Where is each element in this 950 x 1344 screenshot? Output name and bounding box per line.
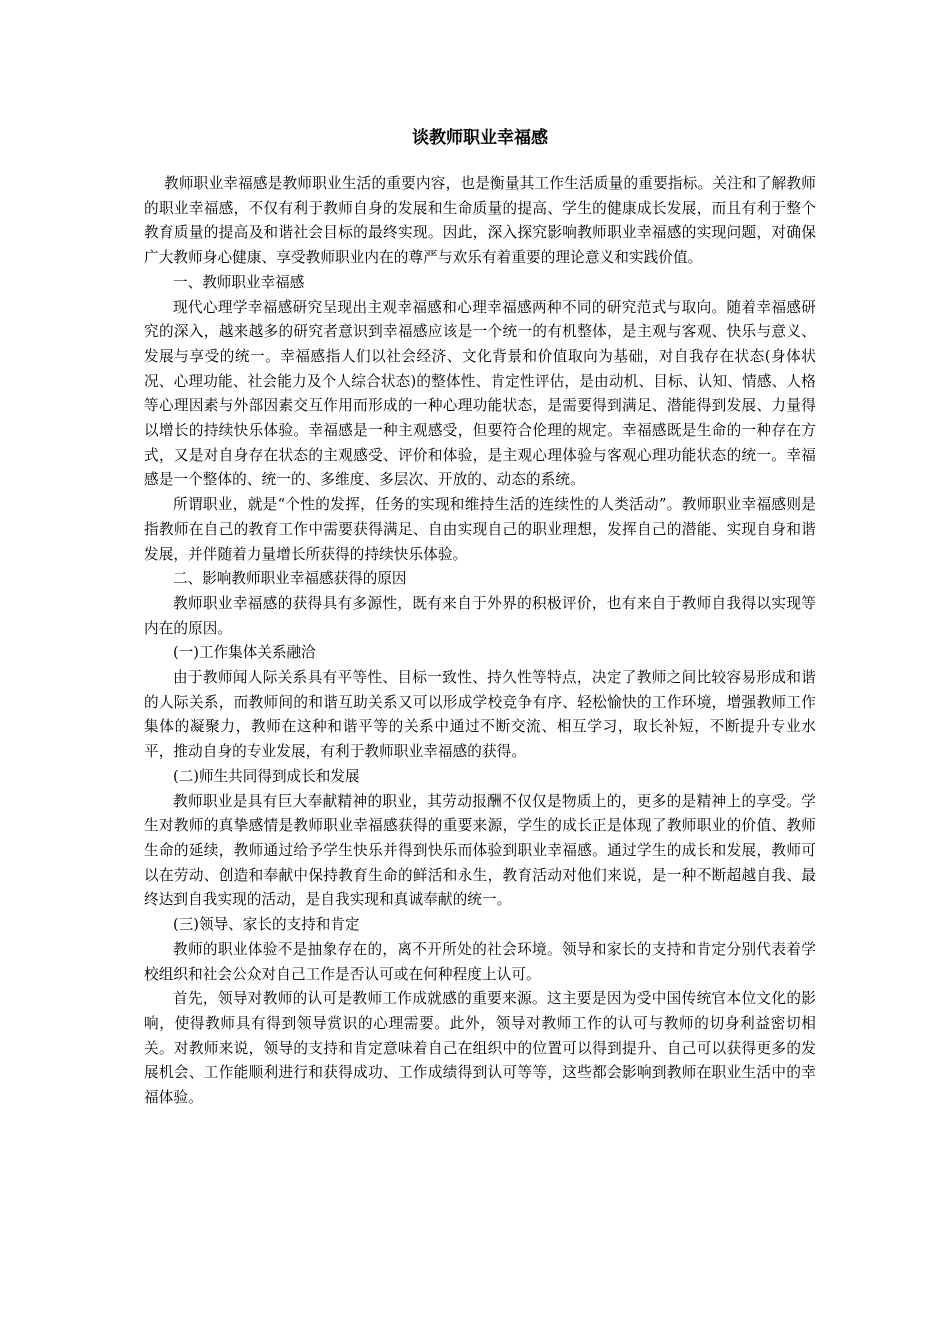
paragraph: 所谓职业，就是“个性的发挥，任务的实现和维持生活的连续性的人类活动”。教师职业幸福感则是指教师在自己的教育工作中需要获得满足、自由实现自己的职业理想，发挥自己的潜能、实现自身和谐发展，并伴随着力量增长所获得的持续快乐体验。 <box>144 496 816 563</box>
subsection-heading-3: (三)领导、家长的支持和肯定 <box>173 916 360 934</box>
subsection-heading-1: (一)工作集体关系融洽 <box>173 644 316 662</box>
subsection-heading-2: (二)师生共同得到成长和发展 <box>173 767 360 785</box>
paragraph-intro: 教师职业幸福感是教师职业生活的重要内容，也是衡量其工作生活质量的重要指标。关注和了解教师的职业幸福感，不仅有利于教师自身的发展和生命质量的提高、学生的健康成长发展，而且有利于整个教育质量的提高及和谐社会目标的最终实现。因此，深入探究影响教师职业幸福感的实现问题，对确保广大教师身心健康、享受教师职业内在的尊严与欢乐有着重要的理论意义和实践价值。 <box>144 175 816 267</box>
paragraph: 教师的职业体验不是抽象存在的，离不开所处的社会环境。领导和家长的支持和肯定分别代表着学校组织和社会公众对自己工作是否认可或在何种程度上认可。 <box>144 940 816 983</box>
section-heading-2: 二、影响教师职业幸福感获得的原因 <box>173 570 407 588</box>
paragraph: 现代心理学幸福感研究呈现出主观幸福感和心理幸福感两种不同的研究范式与取向。随着幸福感研究的深入，越来越多的研究者意识到幸福感应该是一个统一的有机整体，是主观与客观、快乐与意义、发展与享受的统一。幸福感指人们以社会经济、文化背景和价值取向为基础，对自我存在状态(身体状况、心理功能、社会能力及个人综合状态)的整体性、肯定性评估，是由动机、目标、认知、情感、人格等心理因素与外部因素交互作用而形成的一种心理功能状态，是需要得到满足、潜能得到发展、力量得以增长的持续快乐体验。幸福感是一种主观感受，但要符合伦理的规定。幸福感既是生命的一种存在方式，又是对自身存在状态的主观感受、评价和体验，是主观心理体验与客观心理功能状态的统一。幸福感是一个整体的、统一的、多维度、多层次、开放的、动态的系统。 <box>144 298 816 489</box>
section-heading-1: 一、教师职业幸福感 <box>173 273 305 291</box>
paragraph: 教师职业幸福感的获得具有多源性，既有来自于外界的积极评价，也有来自于教师自我得以实现等内在的原因。 <box>144 594 816 637</box>
document-title: 谈教师职业幸福感 <box>412 128 548 148</box>
paragraph: 由于教师闻人际关系具有平等性、目标一致性、持久性等特点，决定了教师之间比较容易形成和谐的人际关系，而教师间的和谐互助关系又可以形成学校竞争有序、轻松愉快的工作环境，增强教师工作集体的凝聚力，教师在这种和谐平等的关系中通过不断交流、相互学习，取长补短，不断提升专业水平，推动自身的专业发展，有利于教师职业幸福感的获得。 <box>144 669 816 761</box>
paragraph: 教师职业是具有巨大奉献精神的职业，其劳动报酬不仅仅是物质上的，更多的是精神上的享受。学生对教师的真挚感情是教师职业幸福感获得的重要来源，学生的成长正是体现了教师职业的价值、教师生命的延续，教师通过给予学生快乐并得到快乐而体验到职业幸福感。通过学生的成长和发展，教师可以在劳动、创造和奉献中保持教育生命的鲜活和永生，教育活动对他们来说，是一种不断超越自我、最终达到自我实现的活动，是自我实现和真诚奉献的统一。 <box>144 792 816 909</box>
document-page <box>144 118 816 1111</box>
paragraph: 首先，领导对教师的认可是教师工作成就感的重要来源。这主要是因为受中国传统官本位文化的影响，使得教师具有得到领导赏识的心理需要。此外，领导对教师工作的认可与教师的切身利益密切相关。对教师来说，领导的支持和肯定意味着自己在组织中的位置可以得到提升、自己可以获得更多的发展机会、工作能顺利进行和获得成功、工作成绩得到认可等等，这些都会影响到教师在职业生活中的幸福体验。 <box>144 990 816 1107</box>
